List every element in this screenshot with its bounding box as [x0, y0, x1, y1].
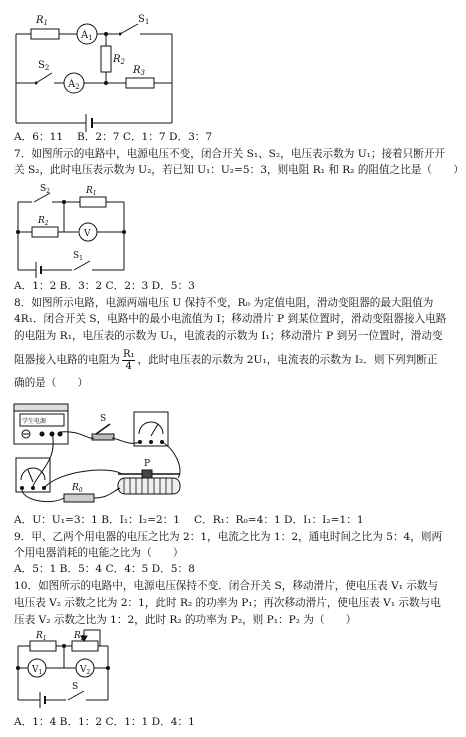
q8-line-4: 阻器接入电路的电阻为 $\frac{\text{R₁}}{4}$ ，此时电压表的示数为 2U₁，电流表的示数为 I₂．则下列判断正: [14, 348, 438, 372]
svg-text:S1: $S_1$: [73, 251, 83, 262]
svg-text:学生电源: 学生电源: [22, 418, 47, 425]
q7-options: A．1：2 B．3：2 C．2：3 D．5：3: [14, 280, 195, 292]
q6-options: A．6：11 B．2：7 C．1：7 D．3：7: [14, 131, 213, 143]
q10-line-1: 10．如图所示的电路中，电源电压保持不变．闭合开关 S，移动滑片，使电压表 V₁ 示数与: [14, 580, 439, 592]
svg-text:V2: $V_2$: [80, 665, 91, 676]
svg-text:R1: $R_1$: [36, 15, 48, 27]
q9-options: A．5：1 B．5：4 C．4：5 D．5：8: [14, 563, 195, 575]
q8-line-3: 的电阻为 R₁，电压表的示数为 U₁，电流表的示数为 I₁；移动滑片 P 到另一位置时，滑动变: [14, 330, 443, 342]
q8-line-2: 4R₁．闭合开关 S，电路中的最小电流值为 I；移动滑片 P 到某位置时，滑动变阻器接入电路: [14, 313, 447, 325]
q9-line-2: 个用电器消耗的电能之比为（ ）: [14, 547, 184, 559]
svg-text:R1: $R_1$: [86, 186, 97, 197]
svg-text:S: S: [100, 414, 107, 424]
q10-options: A．1：4 B．1：2 C．1：1 D．4：1: [14, 716, 195, 728]
svg-text:V1: $V_1$: [32, 665, 43, 676]
q8-options: A．U：U₁=3：1 B．I₁：I₂=2：1 C．R₁：R₀=4：1 D．I₁：I₂=1：1: [14, 514, 364, 526]
q10-line-2: 电压表 V₂ 示数之比为 2：1，此时 R₂ 的功率为 P₁；再次移动滑片，使电压表 V₁ 示数与电: [14, 597, 441, 609]
q9-line-1: 9．甲、乙两个用电器的电压之比为 2：1，电流之比为 1：2，通电时间之比为 5：4，则两: [14, 531, 443, 543]
svg-text:R2: $R_2$: [113, 54, 125, 66]
svg-text:A2: $A_2$: [68, 79, 80, 91]
q8-line-5: 确的是（ ）: [14, 377, 89, 389]
svg-text:R3: $R_3$: [133, 65, 145, 77]
svg-text:S2: $S_2$: [40, 184, 50, 195]
q10-line-3: 压表 V₂ 示数之比为 1：2，此时 R₂ 的功率为 P₂，则 P₁：P₂ 为（ ）: [14, 614, 357, 626]
q7-line-1: 7．如图所示的电路中，电源电压不变，闭合开关 S₁、S₂，电压表示数为 U₁；接着只断开开: [14, 148, 446, 160]
fraction-r1-over-4: $\frac{\text{R₁}}{4}$: [122, 348, 135, 372]
svg-text:S: S: [72, 682, 79, 692]
svg-text:S2: $S_2$: [38, 60, 50, 72]
svg-text:R2: $R_2$: [38, 216, 49, 227]
svg-text:V: V: [84, 229, 91, 239]
resistor-r1: [30, 641, 56, 651]
svg-text:R1: $R_1$: [36, 631, 47, 642]
switch-s: [68, 691, 84, 700]
rheostat-r2: [72, 641, 98, 651]
svg-text:R2: $R_2$: [74, 631, 85, 642]
q7-line-2: 关 S₂，此时电压表示数为 U₂，若已知 U₁：U₂=5：3，则电阻 R₁ 和 R₂ 的阻值之比是（ ）: [14, 164, 464, 176]
svg-text:P: P: [144, 459, 151, 469]
svg-text:S1: $S_1$: [138, 14, 150, 26]
svg-text:A1: $A_1$: [81, 30, 93, 42]
svg-text:R0: $R_0$: [72, 483, 83, 494]
q8-line-1: 8．如图所示电路，电源两端电压 U 保持不变，R₀ 为定值电阻，滑动变阻器的最大阻值为: [14, 297, 434, 309]
